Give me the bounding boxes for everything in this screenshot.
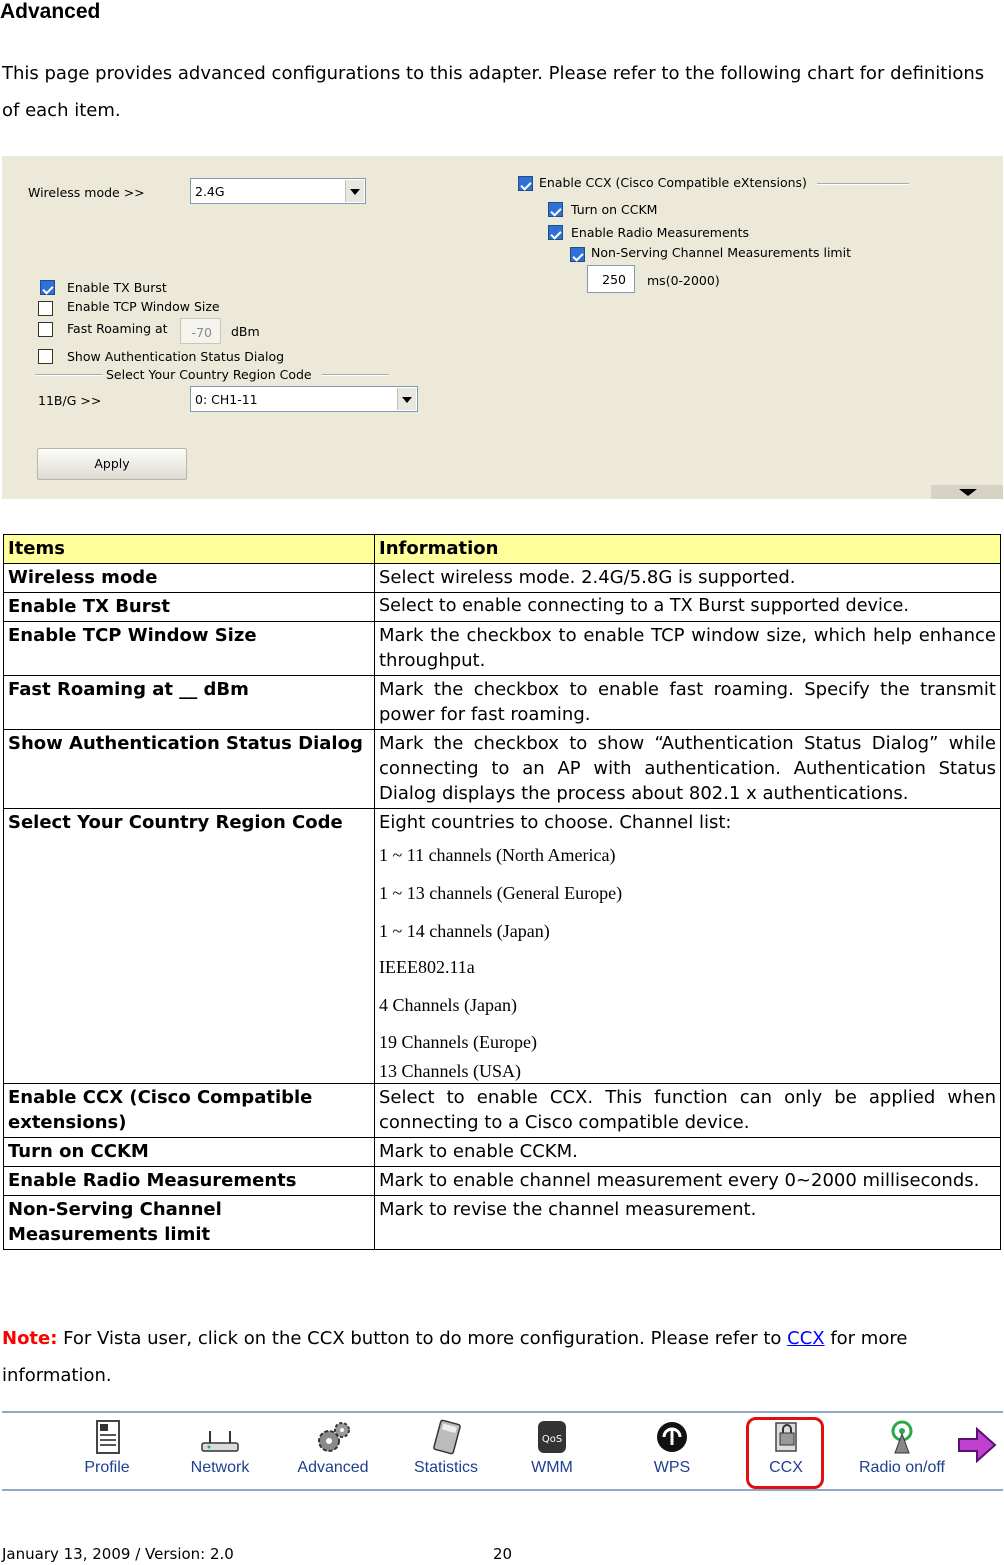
- enable-tcp-window-label: Enable TCP Window Size: [67, 299, 220, 314]
- toolbar-label: WMM: [531, 1459, 573, 1476]
- toolbar-radio-button[interactable]: [847, 1419, 957, 1487]
- toolbar-statistics-button[interactable]: [396, 1419, 496, 1487]
- intro-paragraph: This page provides advanced configurations to this adapter. Please refer to the following chart for definitions of each item.: [2, 63, 985, 121]
- channel-list-item: 1 ~ 13 channels (General Europe): [379, 883, 623, 903]
- country-group-label: Select Your Country Region Code: [106, 367, 312, 382]
- note-text-before: For Vista user, click on the CCX button to do more configuration. Please refer to: [57, 1328, 788, 1349]
- enable-ccx-label: Enable CCX (Cisco Compatible eXtensions): [539, 175, 807, 190]
- table-row: [4, 1196, 1001, 1250]
- country-group-line-left: [35, 374, 103, 376]
- toolbar-label: CCX: [769, 1459, 803, 1476]
- enable-tx-burst-checkbox[interactable]: [40, 280, 55, 295]
- limit-input[interactable]: [587, 265, 635, 293]
- band-label: 11B/G >>: [38, 393, 102, 408]
- toolbar-label: Radio on/off: [859, 1459, 945, 1476]
- gears-icon: [313, 1419, 353, 1457]
- row-item: Enable CCX (Cisco Compatible extensions): [4, 1084, 375, 1138]
- channel-list-item: 4 Channels (Japan): [379, 995, 517, 1015]
- table-row: [4, 593, 1001, 622]
- wireless-mode-value: 2.4G: [195, 184, 225, 199]
- chevron-down-icon[interactable]: [345, 180, 364, 202]
- row-item: Select Your Country Region Code: [4, 809, 375, 1084]
- note-label: Note:: [2, 1328, 58, 1349]
- channel-list-item: 13 Channels (USA): [379, 1061, 521, 1081]
- radio-antenna-icon: [882, 1419, 922, 1457]
- scroll-down-icon[interactable]: [931, 485, 1003, 499]
- country-region-value: 0: CH1-11: [195, 392, 258, 407]
- row-info: [375, 809, 1001, 1084]
- enable-radio-measurements-label: Enable Radio Measurements: [571, 225, 749, 240]
- calculator-icon: [426, 1419, 466, 1457]
- wireless-mode-select[interactable]: [190, 178, 366, 204]
- show-auth-dialog-label: Show Authentication Status Dialog: [67, 349, 285, 364]
- advanced-settings-panel: [2, 156, 1003, 499]
- row-item: Fast Roaming at __ dBm: [4, 676, 375, 730]
- row-info: Select to enable CCX. This function can only be applied when connecting to a Cisco compatible device.: [375, 1084, 1001, 1138]
- table-row: [4, 564, 1001, 593]
- page-heading: Advanced: [0, 0, 101, 23]
- non-serving-limit-label: Non-Serving Channel Measurements limit: [591, 245, 851, 260]
- row-info: Mark the checkbox to enable TCP window size, which help enhance throughput.: [375, 622, 1001, 676]
- show-auth-dialog-checkbox[interactable]: [38, 349, 53, 364]
- toolbar-label: Profile: [84, 1459, 130, 1476]
- country-group-line-right: [322, 374, 389, 376]
- footer-date-version: January 13, 2009 / Version: 2.0: [2, 1545, 234, 1563]
- toolbar-wmm-button[interactable]: [502, 1419, 602, 1487]
- row-item: Show Authentication Status Dialog: [4, 730, 375, 809]
- wps-icon: [652, 1419, 692, 1457]
- qos-icon: [532, 1419, 572, 1457]
- channel-list-item: IEEE802.11a: [379, 957, 475, 977]
- ccx-highlight-circle: [746, 1417, 824, 1489]
- enable-ccx-checkbox[interactable]: [518, 176, 533, 191]
- svg-text:QoS: QoS: [541, 1434, 563, 1445]
- channel-list-item: 19 Channels (Europe): [379, 1032, 537, 1052]
- toolbar-advanced-button[interactable]: [283, 1419, 383, 1487]
- enable-tcp-window-checkbox[interactable]: [38, 301, 53, 316]
- toolbar-profile-button[interactable]: [57, 1419, 157, 1487]
- turn-on-cckm-checkbox[interactable]: [548, 202, 563, 217]
- toolbar-network-button[interactable]: [170, 1419, 270, 1487]
- toolbar-wps-button[interactable]: [622, 1419, 722, 1487]
- row-info: Mark to revise the channel measurement.: [375, 1196, 1001, 1250]
- row-item: Enable Radio Measurements: [4, 1167, 375, 1196]
- row-item: Wireless mode: [4, 564, 375, 593]
- fast-roaming-value: -70: [191, 325, 212, 340]
- ccx-link[interactable]: CCX: [787, 1328, 825, 1349]
- items-table: [3, 534, 1001, 1250]
- row-item: Turn on CCKM: [4, 1138, 375, 1167]
- row-item: Non-Serving Channel Measurements limit: [4, 1196, 375, 1250]
- row-info: Mark to enable channel measurement every 0~2000 milliseconds.: [375, 1167, 1001, 1196]
- table-header-row: [4, 535, 1001, 564]
- row-item: Enable TX Burst: [4, 593, 375, 622]
- wireless-mode-label: Wireless mode >>: [28, 185, 145, 200]
- row-info: Select wireless mode. 2.4G/5.8G is supported.: [375, 564, 1001, 593]
- limit-value: 250: [602, 272, 626, 287]
- enable-radio-measurements-checkbox[interactable]: [548, 225, 563, 240]
- note-paragraph: [2, 1320, 1002, 1394]
- channel-intro: Eight countries to choose. Channel list:: [379, 812, 732, 833]
- router-icon: [200, 1419, 240, 1457]
- profile-icon: [87, 1419, 127, 1457]
- row-info: Mark the checkbox to show “Authentication Status Dialog” while connecting to an AP with authentication. Authentication Status Dialog displays the process about 802.1 x authentications.: [375, 730, 1001, 809]
- non-serving-limit-checkbox[interactable]: [570, 247, 585, 262]
- fast-roaming-checkbox[interactable]: [38, 322, 53, 337]
- fast-roaming-input[interactable]: [180, 318, 221, 344]
- channel-list-item: 1 ~ 14 channels (Japan): [379, 921, 550, 941]
- turn-on-cckm-label: Turn on CCKM: [571, 202, 658, 217]
- fast-roaming-unit: dBm: [231, 324, 260, 339]
- toolbar-label: Advanced: [297, 1459, 369, 1476]
- channel-list-item: 1 ~ 11 channels (North America): [379, 845, 616, 865]
- table-row: [4, 676, 1001, 730]
- enable-tx-burst-label: Enable TX Burst: [67, 280, 167, 295]
- page-number: 20: [493, 1545, 513, 1563]
- toolbar-label: WPS: [653, 1459, 691, 1476]
- country-region-select[interactable]: [190, 386, 418, 412]
- limit-unit: ms(0-2000): [647, 273, 720, 288]
- table-row: [4, 1138, 1001, 1167]
- table-row: [4, 809, 1001, 1084]
- next-arrow-icon[interactable]: [957, 1425, 997, 1465]
- table-row: [4, 730, 1001, 809]
- apply-button[interactable]: Apply: [37, 448, 187, 480]
- row-info: Mark to enable CCKM.: [375, 1138, 1001, 1167]
- note-text-after: for more information.: [2, 1328, 908, 1386]
- fast-roaming-label: Fast Roaming at: [67, 321, 168, 336]
- row-item: Enable TCP Window Size: [4, 622, 375, 676]
- header-information: Information: [375, 535, 1001, 564]
- row-info: Mark the checkbox to enable fast roaming. Specify the transmit power for fast roaming.: [375, 676, 1001, 730]
- ccx-group-line: [817, 183, 909, 185]
- utility-toolbar: [2, 1411, 1003, 1491]
- header-items: Items: [4, 535, 375, 564]
- table-row: [4, 1084, 1001, 1138]
- toolbar-label: Network: [190, 1459, 250, 1476]
- table-row: [4, 1167, 1001, 1196]
- table-row: [4, 622, 1001, 676]
- row-info: Select to enable connecting to a TX Burst supported device.: [375, 593, 1001, 622]
- toolbar-label: Statistics: [413, 1459, 478, 1476]
- chevron-down-icon[interactable]: [397, 388, 416, 410]
